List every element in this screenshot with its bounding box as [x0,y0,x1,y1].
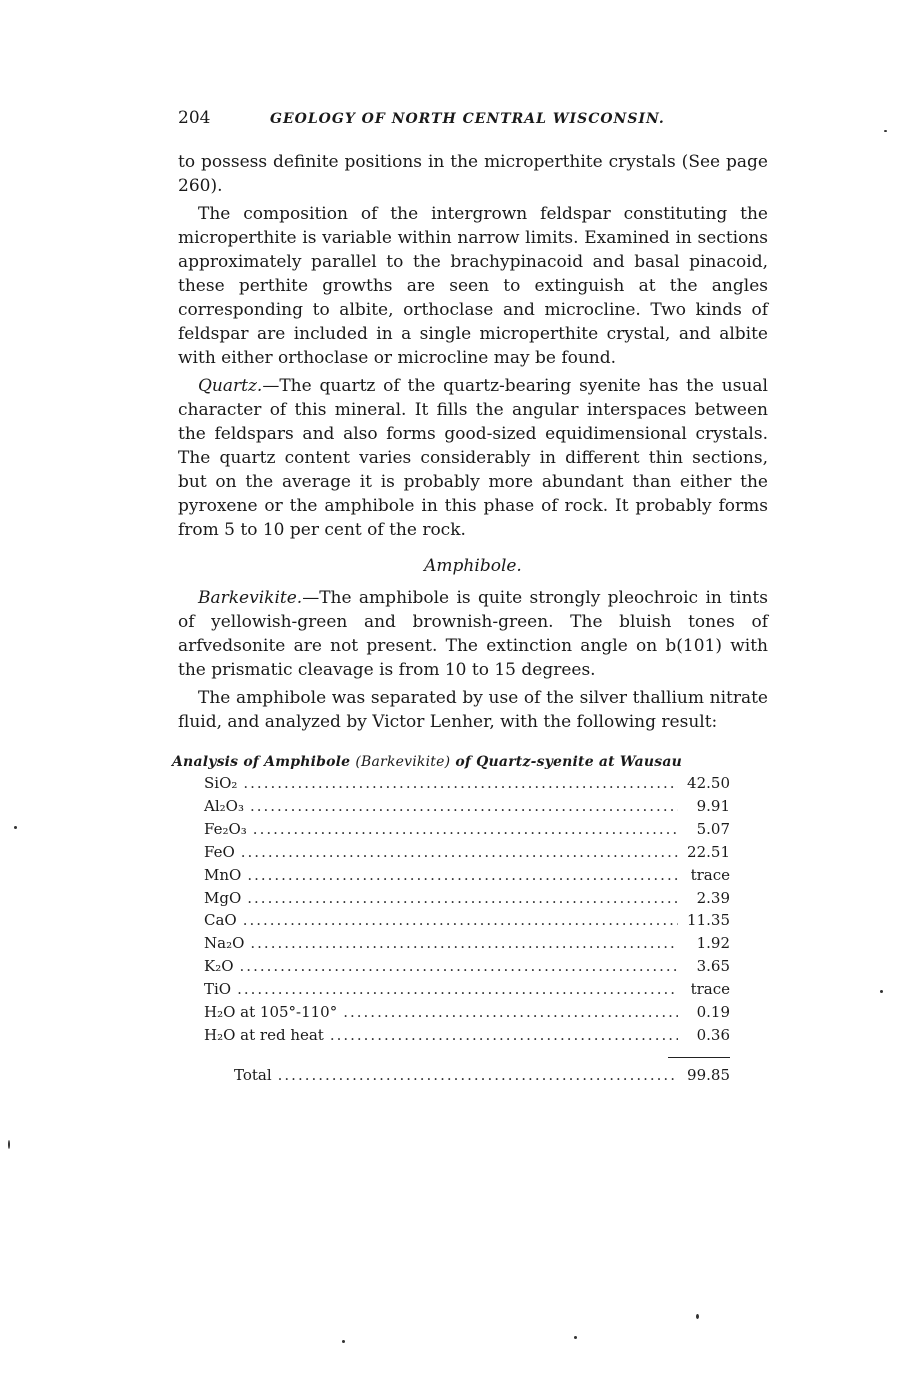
row-value: trace [690,865,730,884]
table-row [204,841,730,864]
row-label: Na₂O [204,934,245,953]
dot-leader [343,1001,678,1024]
table-row [204,795,730,818]
caption-part1: Analysis of Amphibole [172,754,351,770]
scan-speck [8,1140,10,1149]
row-label: CaO [204,911,237,930]
paragraph-feldspar-composition: The composition of the intergrown feldspar constituting the microperthite is variable within narrow limits. Examined in sections approximately parallel to the brachypinacoid and basal pinacoid, these perthite growths are seen to extinguish at the angles corresponding to albite, orthoclase and microcline. Two kinds of feldspar are included in a single microperthite crystal, and albite with either orthoclase or microcline may be found. [178,204,768,368]
dot-leader [253,818,678,841]
barkevikite-heading: Barkevikite. [198,588,303,608]
row-value: trace [690,980,730,999]
dot-leader [240,955,678,978]
analysis-table [204,772,730,1087]
book-page [172,108,768,1087]
caption-part2: (Barkevikite) [355,754,451,770]
row-value: 0.19 [696,1003,730,1022]
scan-speck [696,1314,699,1319]
row-label: Al₂O₃ [204,796,244,815]
row-value: 5.07 [696,819,730,838]
row-label: FeO [204,842,235,861]
table-row [204,772,730,795]
quartz-text: —The quartz of the quartz-bearing syenite has the usual character of this mineral. It fills the angular interspaces between the feldspars and also forms good-sized equidimensional crystals. The quartz content varies considerably in different thin sections, but on the average it is probably more abundant than either the pyroxene or the amphibole in this phase of rock. It probably forms from 5 to 10 per cent of the rock. [178,376,768,540]
row-label: MgO [204,888,242,907]
dot-leader [247,887,678,910]
row-label: K₂O [204,957,234,976]
row-label: TiO [204,980,232,999]
page-header [178,108,768,128]
total-label: Total [234,1065,272,1084]
table-row [204,1001,730,1024]
total-row [234,1064,730,1087]
table-row [204,1024,730,1047]
scan-speck [884,130,887,132]
dot-leader [241,841,678,864]
table-row [204,887,730,910]
scan-speck [574,1336,577,1339]
paragraph-barkevikite [178,586,768,682]
row-label: H₂O at red heat [204,1025,324,1044]
dot-leader [250,932,678,955]
scan-speck [342,1340,345,1343]
table-row [204,955,730,978]
scan-speck [880,990,883,993]
dot-leader [243,772,678,795]
scan-speck [14,826,17,829]
table-row [204,978,730,1001]
barkevikite-text: —The amphibole is quite strongly pleochroic in tints of yellowish-green and brownish-green. The bluish tones of arfvedsonite are not present. The extinction angle on b(101) with the prismatic cleavage is from 10 to 15 degrees. [178,588,768,680]
table-row [204,818,730,841]
table-row [204,909,730,932]
dot-leader [247,864,678,887]
total-value: 99.85 [687,1065,730,1084]
row-label: Fe₂O₃ [204,819,247,838]
quartz-heading: Quartz. [198,376,263,396]
dot-leader [330,1024,678,1047]
row-value: 11.35 [687,911,730,930]
table-row [204,932,730,955]
row-value: 9.91 [696,796,730,815]
running-title: GEOLOGY OF NORTH CENTRAL WISCONSIN. [270,111,665,127]
row-label: SiO₂ [204,774,238,792]
dot-leader [243,909,678,932]
row-value: 3.65 [696,957,730,976]
page-number: 204 [178,108,211,128]
row-value: 42.50 [687,774,730,792]
table-row [204,864,730,887]
dot-leader [278,1064,678,1087]
row-value: 1.92 [696,934,730,953]
dot-leader [237,978,678,1001]
dot-leader [250,795,678,818]
total-rule [668,1057,730,1058]
row-value: 2.39 [696,888,730,907]
table-caption [172,754,768,770]
caption-part3: of Quartz-syenite at Wausau [455,754,682,770]
row-value: 0.36 [696,1025,730,1044]
paragraph-quartz [178,374,768,542]
section-heading-amphibole: Amphibole. [424,556,522,576]
row-label: H₂O at 105°-110° [204,1003,338,1022]
paragraph-separation: The amphibole was separated by use of the silver thallium nitrate fluid, and analyzed by Victor Lenher, with the following result: [178,688,768,732]
paragraph-continuation: to possess definite positions in the microperthite crystals (See page 260). [178,152,768,196]
row-label: MnO [204,865,242,884]
row-value: 22.51 [687,842,730,861]
